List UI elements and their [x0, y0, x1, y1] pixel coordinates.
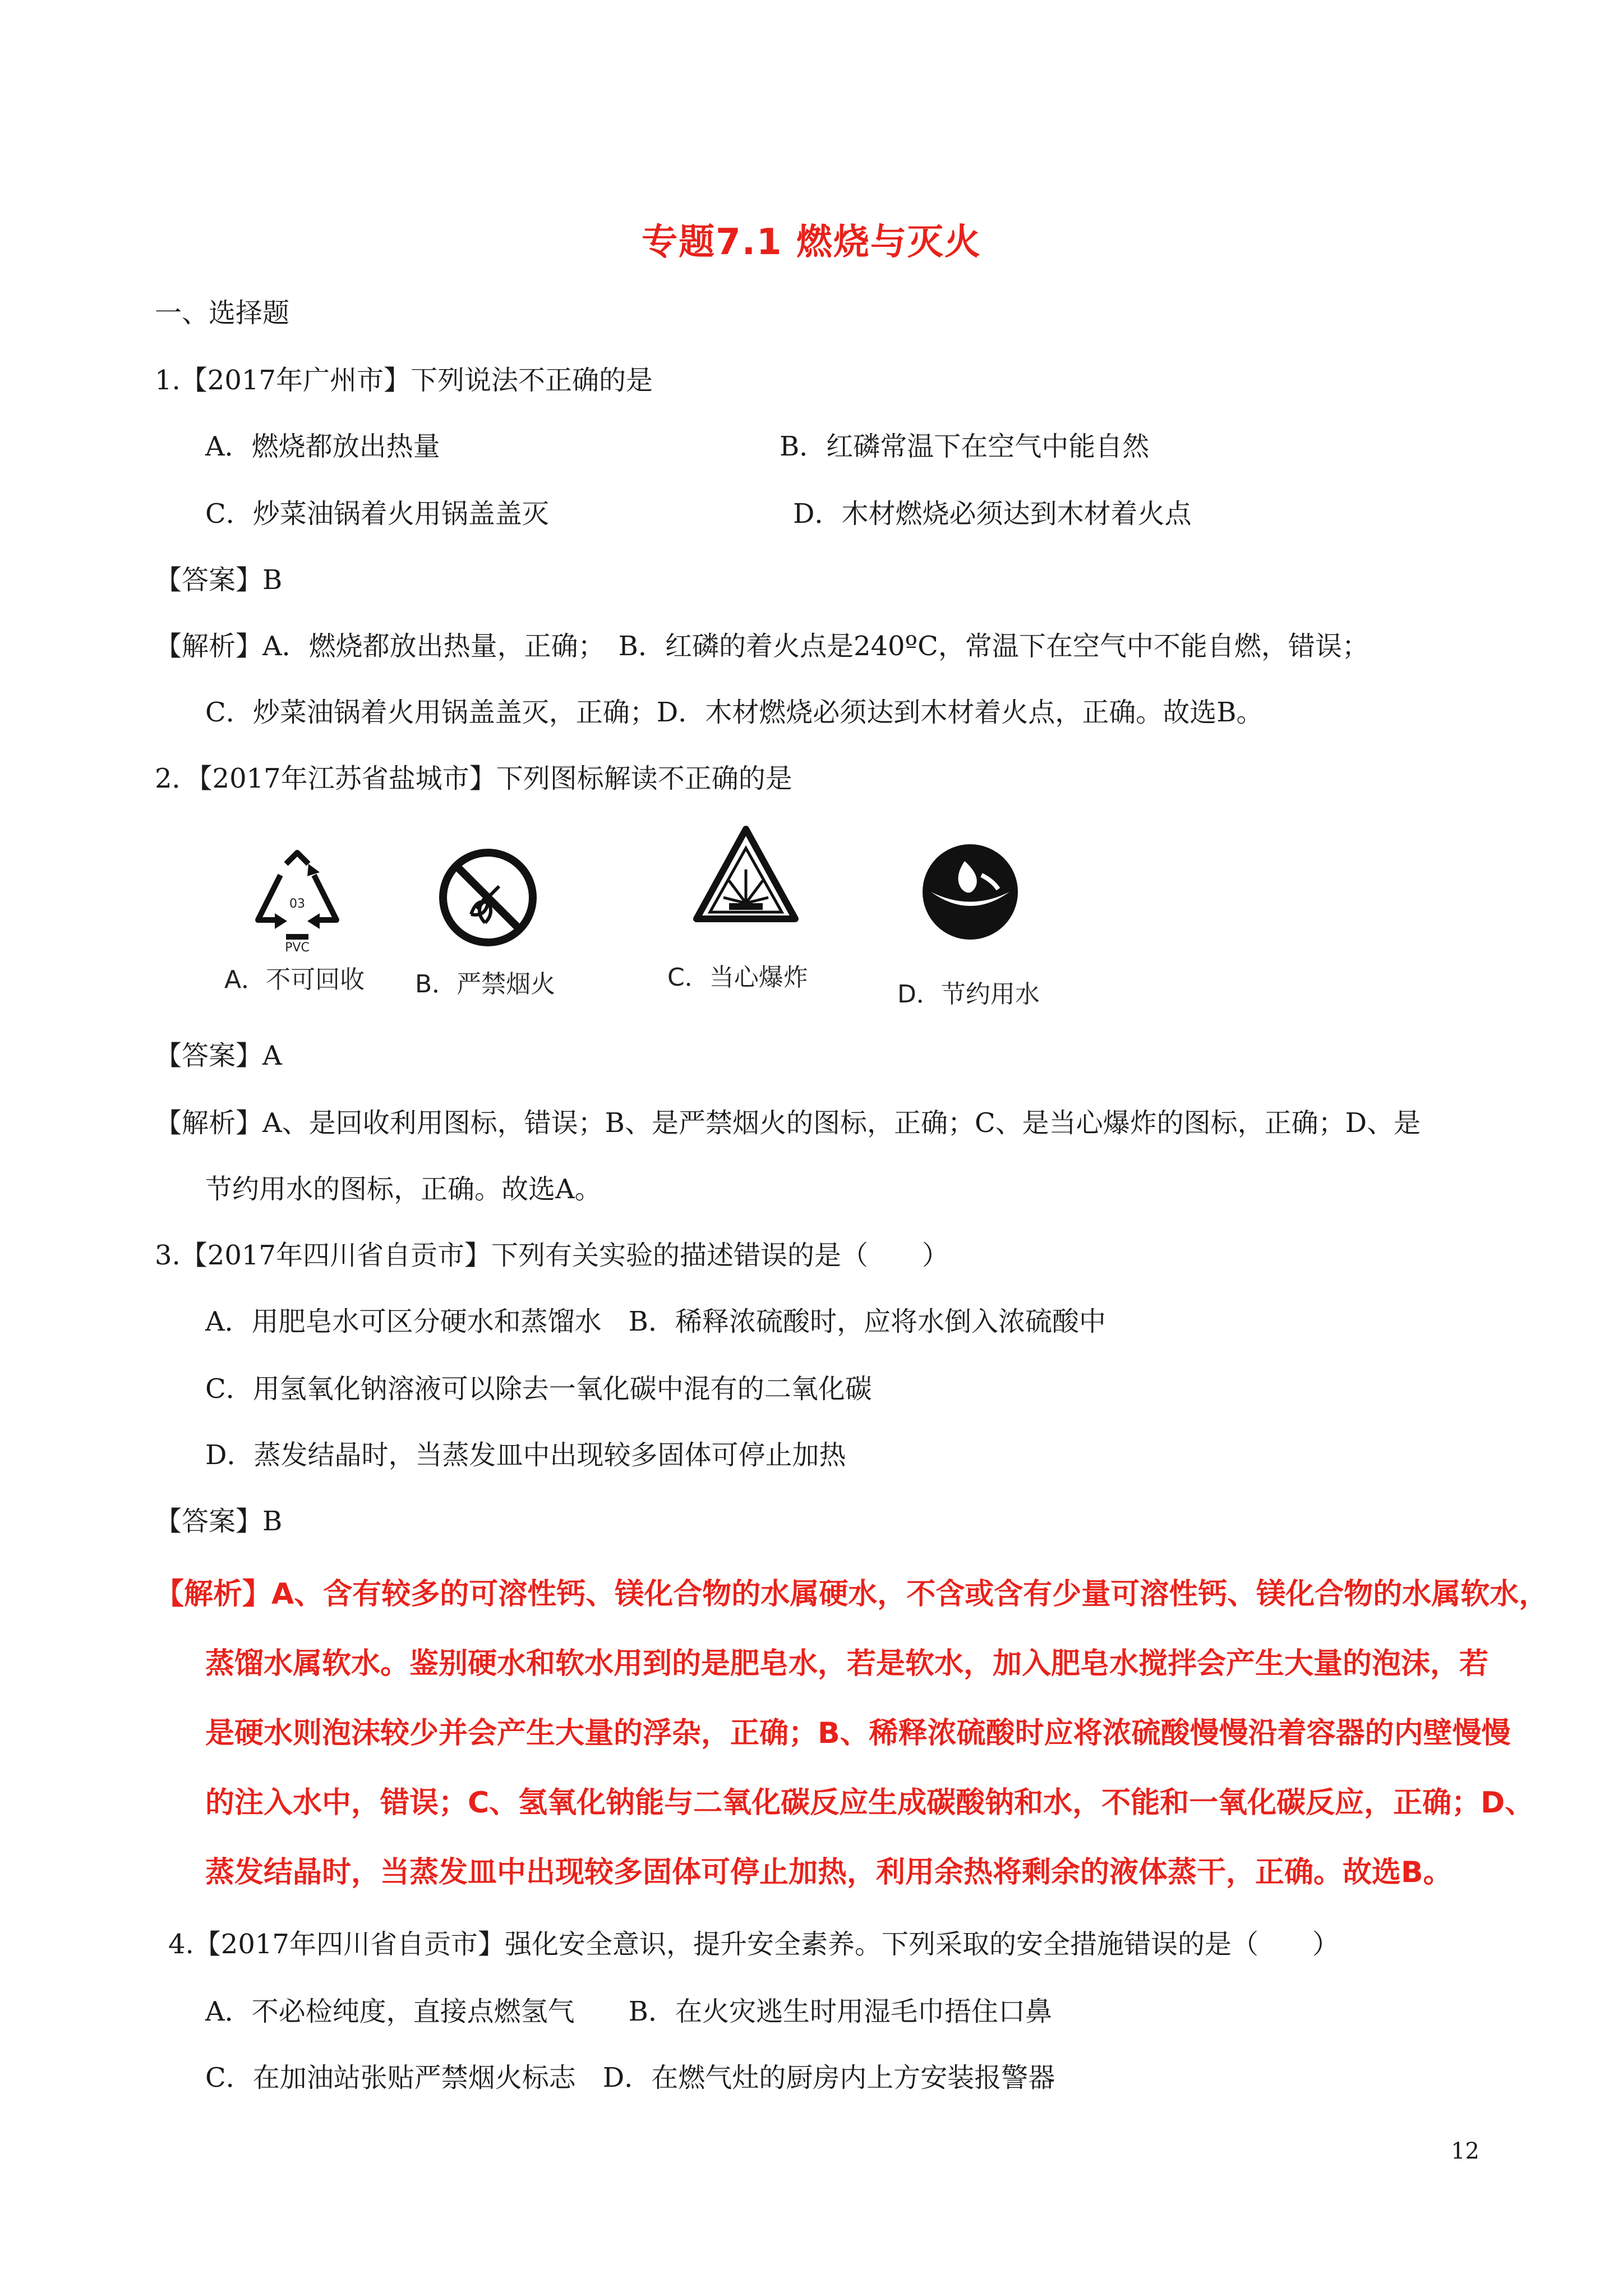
page-number: 12 [1451, 2138, 1479, 2164]
recycle-number: 03 [289, 897, 305, 911]
q3-analysis-line3: 是硬水则泡沫较少并会产生大量的浮杂，正确；B、稀释浓硫酸时应将浓硫酸慢慢沿着容器的内壁慢慢 [205, 1717, 1511, 1750]
explosion-warning-icon [690, 819, 802, 931]
q3-analysis-line4: 的注入水中，错误；C、氢氧化钠能与二氧化碳反应生成碳酸钠和水，不能和一氧化碳反应，正确；D、 [205, 1786, 1534, 1820]
q3-stem: 3.【2017年四川省自贡市】下列有关实验的描述错误的是（ ） [155, 1240, 949, 1271]
q3-options-ab: A．用肥皂水可区分硬水和蒸馏水 B．稀释浓硫酸时，应将水倒入浓硫酸中 [205, 1306, 1106, 1337]
q2-caption-a: A．不可回收 [224, 965, 365, 994]
recycle-icon [241, 841, 353, 954]
q1-option-b: B．红磷常温下在空气中能自然 [780, 431, 1150, 462]
water-saving-icon [914, 836, 1026, 948]
q2-caption-b: B．严禁烟火 [415, 970, 556, 999]
q2-caption-d: D．节约用水 [897, 980, 1040, 1009]
no-smoking-icon [432, 841, 544, 954]
q3-analysis-line2: 蒸馏水属软水。鉴别硬水和软水用到的是肥皂水，若是软水，加入肥皂水搅拌会产生大量的泡沫，若 [205, 1647, 1489, 1681]
section-heading: 一、选择题 [155, 297, 290, 329]
q3-option-d: D．蒸发结晶时，当蒸发皿中出现较多固体可停止加热 [205, 1439, 846, 1471]
q1-option-c: C．炒菜油锅着火用锅盖盖灭 [205, 498, 549, 530]
q2-analysis-line2: 节约用水的图标，正确。故选A。 [205, 1174, 602, 1205]
recycle-material: PVC [285, 941, 310, 954]
q2-answer: 【答案】A [155, 1040, 282, 1071]
q3-analysis-line1: 【解析】A、含有较多的可溶性钙、镁化合物的水属硬水，不含或含有少量可溶性钙、镁化合物的水属软水， [155, 1577, 1548, 1611]
q3-analysis-line5: 蒸发结晶时，当蒸发皿中出现较多固体可停止加热，利用余热将剩余的液体蒸干，正确。故选B。 [205, 1856, 1453, 1889]
q1-option-a: A．燃烧都放出热量 [205, 431, 440, 462]
q1-answer: 【答案】B [155, 564, 283, 596]
q2-icon-c [662, 819, 830, 992]
page-title: 专题7.1 燃烧与灭火 [642, 222, 981, 263]
q2-icon-row [213, 841, 1166, 1010]
q2-analysis-line1: 【解析】A、是回收利用图标，错误；B、是严禁烟火的图标，正确；C、是当心爆炸的图标，正确；D、是 [155, 1107, 1421, 1139]
q2-icon-a [213, 841, 381, 999]
q3-option-c: C．用氢氧化钠溶液可以除去一氧化碳中混有的二氧化碳 [205, 1373, 872, 1405]
q2-stem: 2．【2017年江苏省盐城市】下列图标解读不正确的是 [155, 763, 792, 794]
q2-caption-c: C．当心爆炸 [667, 963, 808, 992]
q4-options-ab: A．不必检纯度，直接点燃氢气 B．在火灾逃生时用湿毛巾捂住口鼻 [205, 1996, 1052, 2027]
q3-answer: 【答案】B [155, 1506, 283, 1537]
q1-option-d: D．木材燃烧必须达到木材着火点 [793, 498, 1192, 530]
q1-analysis-line1: 【解析】A．燃烧都放出热量，正确； B．红磷的着火点是240ºC，常温下在空气中不能自燃，错误； [155, 631, 1369, 662]
q1-analysis-line2: C．炒菜油锅着火用锅盖盖灭，正确；D．木材燃烧必须达到木材着火点，正确。故选B。 [205, 697, 1264, 728]
q1-stem: 1.【2017年广州市】下列说法不正确的是 [155, 365, 653, 396]
q4-options-cd: C．在加油站张贴严禁烟火标志 D．在燃气灶的厨房内上方安装报警器 [205, 2062, 1055, 2093]
q2-icon-b [404, 841, 572, 999]
q4-stem: 4.【2017年四川省自贡市】强化安全意识，提升安全素养。下列采取的安全措施错误的是（ ） [168, 1929, 1339, 1960]
q2-icon-d [886, 836, 1054, 1009]
